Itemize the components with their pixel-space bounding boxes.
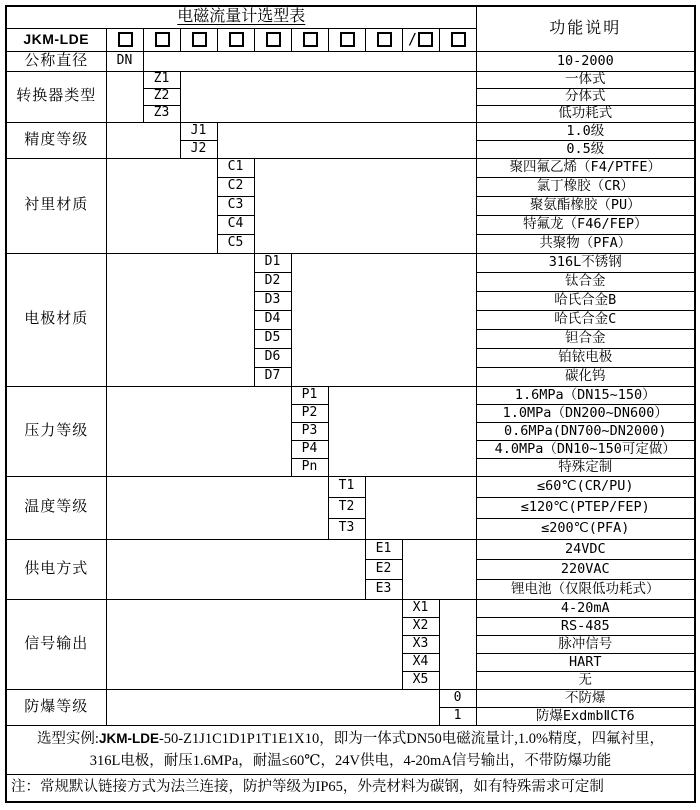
desc-cell: 0.6MPa(DN700~DN2000)	[476, 422, 695, 440]
code-cell: T3	[328, 518, 365, 539]
table-title: 电磁流量计选型表	[177, 8, 306, 26]
desc-cell: 0.5级	[476, 140, 695, 158]
desc-cell: 氯丁橡胶（CR）	[476, 177, 695, 196]
checkbox-cell	[180, 28, 217, 51]
desc-cell: 聚四氟乙烯（F4/PTFE）	[476, 158, 695, 177]
code-cell: E3	[365, 579, 402, 599]
code-cell: DN	[106, 51, 143, 71]
empty-cell	[291, 253, 476, 386]
desc-cell: 钽合金	[476, 329, 695, 348]
code-cell: 0	[439, 689, 476, 707]
selection-example	[6, 725, 695, 775]
code-cell: Pn	[291, 458, 328, 476]
code-cell: P4	[291, 440, 328, 458]
code-cell: Z2	[143, 88, 180, 105]
code-cell: D1	[254, 253, 291, 272]
desc-cell: 4.0MPa（DN10~150可定做）	[476, 440, 695, 458]
desc-cell: 低功耗式	[476, 105, 695, 122]
empty-cell	[254, 158, 476, 253]
checkbox-cell	[439, 28, 476, 51]
code-cell: C5	[217, 234, 254, 253]
desc-cell: 锂电池（仅限低功耗式）	[476, 579, 695, 599]
example-line-2: 316L电极，耐压1.6MPa，耐温≤60℃，24V供电，4-20mA信号输出，不带防爆功能	[89, 752, 612, 769]
code-cell: C2	[217, 177, 254, 196]
code-cell: X3	[402, 635, 439, 653]
empty-cell	[365, 476, 476, 539]
desc-cell: RS-485	[476, 617, 695, 635]
code-cell: D4	[254, 310, 291, 329]
desc-cell: 分体式	[476, 88, 695, 105]
desc-cell: 碳化钨	[476, 367, 695, 386]
code-cell: C1	[217, 158, 254, 177]
checkbox-icon	[451, 32, 466, 47]
desc-cell: 特殊定制	[476, 458, 695, 476]
empty-cell	[402, 539, 476, 599]
section-label-signal: 信号输出	[6, 599, 106, 689]
desc-cell: 不防爆	[476, 689, 695, 707]
code-cell: D2	[254, 272, 291, 291]
example-line-1	[11, 728, 690, 750]
checkbox-icon	[303, 32, 318, 47]
desc-cell: 脉冲信号	[476, 635, 695, 653]
code-cell: D7	[254, 367, 291, 386]
checkbox-icon	[266, 32, 281, 47]
code-cell: C3	[217, 196, 254, 215]
desc-cell: 24VDC	[476, 539, 695, 559]
desc-cell: 1.0MPa（DN200~DN600）	[476, 404, 695, 422]
section-label-pressure: 压力等级	[6, 386, 106, 476]
desc-cell: 10-2000	[476, 51, 695, 71]
desc-cell: 防爆ExdmbⅡCT6	[476, 707, 695, 725]
code-cell: J2	[180, 140, 217, 158]
code-cell: Z3	[143, 105, 180, 122]
table-title-cell	[6, 6, 476, 28]
example-code-text: -50-Z1J1C1D1P1T1E1X10，即为一体式DN50电磁流量计,1.0%精度，四氟衬里，	[158, 730, 665, 747]
code-cell: D6	[254, 348, 291, 367]
code-cell: T2	[328, 497, 365, 518]
selection-table	[5, 5, 696, 803]
section-label-liner: 衬里材质	[6, 158, 106, 253]
function-column-header: 功能说明	[476, 6, 695, 51]
desc-cell: 316L不锈钢	[476, 253, 695, 272]
empty-cell	[328, 386, 476, 476]
checkbox-cell	[106, 28, 143, 51]
code-cell: T1	[328, 476, 365, 497]
code-cell: Z1	[143, 71, 180, 88]
empty-cell	[180, 71, 476, 122]
code-cell: P3	[291, 422, 328, 440]
code-cell: D3	[254, 291, 291, 310]
empty-cell	[439, 599, 476, 689]
desc-cell: 220VAC	[476, 559, 695, 579]
checkbox-cell	[402, 28, 439, 51]
code-cell: X4	[402, 653, 439, 671]
code-cell: P1	[291, 386, 328, 404]
checkbox-icon	[377, 32, 392, 47]
note-text: 注：常规默认链接方式为法兰连接，防护等级为IP65，外壳材料为碳钢，如有特殊需求可定制	[6, 775, 695, 802]
desc-cell: 无	[476, 671, 695, 689]
code-cell: X1	[402, 599, 439, 617]
code-cell: E2	[365, 559, 402, 579]
desc-cell: ≤200℃(PFA)	[476, 518, 695, 539]
desc-cell: 哈氏合金C	[476, 310, 695, 329]
code-cell: C4	[217, 215, 254, 234]
empty-cell	[106, 476, 328, 539]
desc-cell: 共聚物（PFA）	[476, 234, 695, 253]
model-name-cell: JKM-LDE	[6, 28, 106, 51]
empty-cell	[106, 253, 254, 386]
empty-cell	[143, 51, 476, 71]
empty-cell	[106, 599, 402, 689]
code-cell: D5	[254, 329, 291, 348]
desc-cell: 一体式	[476, 71, 695, 88]
checkbox-cell	[143, 28, 180, 51]
empty-cell	[106, 386, 291, 476]
section-label-explosionproof: 防爆等级	[6, 689, 106, 725]
section-label-electrode: 电极材质	[6, 253, 106, 386]
checkbox-cell	[328, 28, 365, 51]
desc-cell: ≤120℃(PTEP/FEP)	[476, 497, 695, 518]
checkbox-icon	[340, 32, 355, 47]
desc-cell: 铂铱电极	[476, 348, 695, 367]
code-cell: E1	[365, 539, 402, 559]
empty-cell	[106, 158, 217, 253]
empty-cell	[217, 122, 476, 158]
checkbox-icon	[229, 32, 244, 47]
desc-cell: 哈氏合金B	[476, 291, 695, 310]
desc-cell: 特氟龙（F46/FEP）	[476, 215, 695, 234]
checkbox-cell	[365, 28, 402, 51]
checkbox-icon	[155, 32, 170, 47]
checkbox-cell	[217, 28, 254, 51]
checkbox-icon	[418, 32, 433, 47]
checkbox-icon	[192, 32, 207, 47]
box-prefix: /	[407, 30, 418, 49]
empty-cell	[106, 689, 439, 725]
code-cell: P2	[291, 404, 328, 422]
desc-cell: HART	[476, 653, 695, 671]
section-label-dn: 公称直径	[6, 51, 106, 71]
desc-cell: 4-20mA	[476, 599, 695, 617]
desc-cell: 钛合金	[476, 272, 695, 291]
section-label-power: 供电方式	[6, 539, 106, 599]
section-label-converter: 转换器类型	[6, 71, 106, 122]
checkbox-cell	[291, 28, 328, 51]
desc-cell: 聚氨酯橡胶（PU）	[476, 196, 695, 215]
example-model: JKM-LDE	[98, 730, 159, 746]
desc-cell: 1.0级	[476, 122, 695, 140]
section-label-temperature: 温度等级	[6, 476, 106, 539]
section-label-accuracy: 精度等级	[6, 122, 106, 158]
code-cell: X2	[402, 617, 439, 635]
code-cell: 1	[439, 707, 476, 725]
code-cell: J1	[180, 122, 217, 140]
checkbox-cell	[254, 28, 291, 51]
empty-cell	[106, 539, 365, 599]
empty-cell	[106, 122, 180, 158]
empty-cell	[106, 71, 143, 122]
example-prefix: 选型实例:	[36, 730, 99, 747]
checkbox-icon	[118, 32, 133, 47]
desc-cell: ≤60℃(CR/PU)	[476, 476, 695, 497]
desc-cell: 1.6MPa（DN15~150）	[476, 386, 695, 404]
code-cell: X5	[402, 671, 439, 689]
